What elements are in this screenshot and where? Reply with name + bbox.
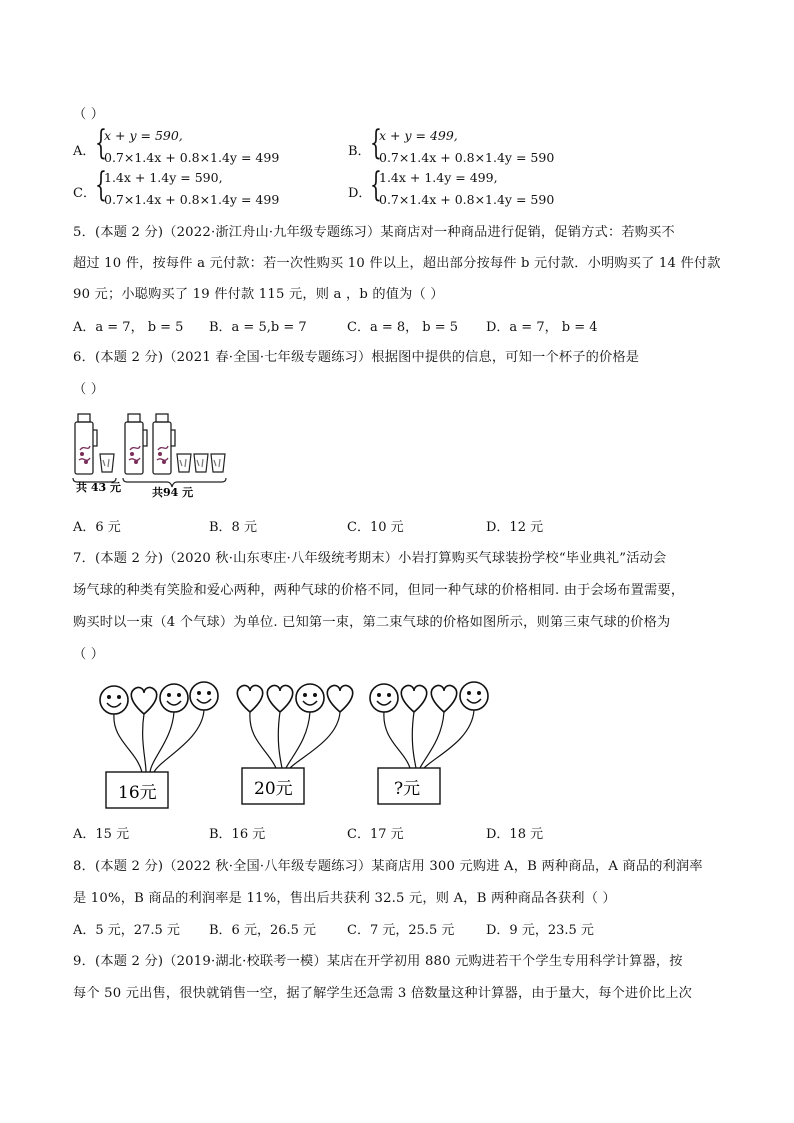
q8-option-a: A．5 元，27.5 元 — [73, 923, 180, 938]
q5-option-d: D．a = 7， b = 4 — [486, 320, 598, 335]
q7-option-b: B．16 元 — [209, 827, 266, 842]
q5-option-b: B．a = 5,b = 7 — [209, 320, 307, 335]
smile-balloon-icon — [100, 686, 128, 714]
q6-option-a: A．6 元 — [73, 520, 121, 535]
q6-option-d: D．12 元 — [486, 520, 544, 535]
smile-balloon-icon — [296, 684, 324, 712]
q9-line1: 9．(本题 2 分)（2019·湖北·校联考一模）某店在开学初用 880 元购进若干个学生专用科学计算器，按 — [73, 954, 683, 969]
heart-balloon-icon — [131, 687, 156, 714]
q7-line3: 购买时以一束（4 个气球）为单位. 已知第一束，第二束气球的价格如图所示，则第三束气球的价格为 — [73, 615, 671, 630]
q4-option-c-eq2: 0.7×1.4x + 0.8×1.4y = 499 — [104, 192, 280, 207]
q4-option-a-eq2: 0.7×1.4x + 0.8×1.4y = 499 — [104, 150, 280, 165]
cup-icon — [211, 454, 225, 472]
price-label-2: 20元 — [254, 779, 293, 799]
q8-line2: 是 10%，B 商品的利润率是 11%，售出后共获利 32.5 元，则 A，B 两种商品各获利（ ） — [73, 891, 616, 906]
q6-option-b: B．8 元 — [209, 520, 257, 535]
q6-label-1: 共 43 元 — [76, 481, 121, 494]
brace-icon: { — [370, 123, 382, 163]
q7-option-c: C．17 元 — [347, 827, 404, 842]
brace-icon: { — [95, 165, 107, 205]
q7-option-d: D．18 元 — [486, 827, 544, 842]
q6-option-c: C．10 元 — [347, 520, 404, 535]
q7-figure — [92, 680, 512, 816]
balloon-bundle-1 — [100, 682, 218, 808]
q6-line2: （ ） — [73, 382, 105, 397]
thermos-icon — [153, 414, 175, 474]
thermos-icon — [125, 414, 147, 474]
q4-option-a-label: A． — [73, 144, 96, 159]
q7-line1: 7．(本题 2 分)（2020 秋·山东枣庄·八年级统考期末）小岩打算购买气球装扮学校“毕业典礼”活动会 — [73, 551, 667, 566]
smile-balloon-icon — [190, 682, 218, 710]
q5-line3: 90 元；小聪购买了 19 件付款 115 元，则 a ，b 的值为（ ） — [73, 287, 444, 302]
q6-figure — [70, 412, 240, 498]
brace-icon: { — [370, 165, 382, 205]
q5-line1: 5．(本题 2 分)（2022·浙江舟山·九年级专题练习）某商店对一种商品进行促销，促销方式：若购买不 — [73, 225, 675, 240]
q4-paren: （ ） — [73, 107, 105, 122]
balloon-bundle-3 — [370, 682, 488, 804]
cup-icon — [177, 454, 191, 472]
q4-option-b-label: B． — [348, 144, 371, 159]
q4-option-c-eq1: 1.4x + 1.4y = 590, — [104, 170, 223, 185]
q5-line2: 超过 10 件，按每件 a 元付款：若一次性购买 10 件以上，超出部分按每件 b 元付款．小明购买了 14 件付款 — [73, 256, 721, 271]
heart-balloon-icon — [327, 685, 352, 712]
q8-option-d: D．9 元，23.5 元 — [486, 923, 594, 938]
heart-balloon-icon — [401, 685, 426, 712]
q8-option-c: C．7 元，25.5 元 — [347, 923, 455, 938]
heart-balloon-icon — [431, 685, 456, 712]
smile-balloon-icon — [160, 684, 188, 712]
cup-icon — [100, 454, 114, 472]
q4-option-d-label: D． — [348, 186, 372, 201]
q4-option-b-eq2: 0.7×1.4x + 0.8×1.4y = 590 — [379, 150, 555, 165]
q5-option-a: A．a = 7， b = 5 — [73, 320, 184, 335]
smile-balloon-icon — [370, 684, 398, 712]
q4-option-a-eq1: x + y = 590, — [104, 128, 183, 143]
q6-label-2: 共94 元 — [152, 486, 194, 498]
q4-option-d-eq1: 1.4x + 1.4y = 499, — [379, 170, 498, 185]
q4-option-b-eq1: x + y = 499, — [379, 128, 458, 143]
price-label-1: 16元 — [118, 783, 157, 803]
q8-option-b: B．6 元，26.5 元 — [209, 923, 317, 938]
q7-option-a: A．15 元 — [73, 827, 130, 842]
thermos-icon — [75, 414, 97, 474]
brace-icon: { — [95, 123, 107, 163]
heart-balloon-icon — [237, 685, 262, 712]
q5-option-c: C．a = 8， b = 5 — [347, 320, 459, 335]
price-label-3: ?元 — [394, 779, 421, 799]
q7-line2: 场气球的种类有笑脸和爱心两种，两种气球的价格不同，但同一种气球的价格相同. 由于会场布置需要， — [73, 583, 685, 598]
q7-line4: （ ） — [73, 647, 105, 662]
cup-icon — [194, 454, 208, 472]
q4-option-d-eq2: 0.7×1.4x + 0.8×1.4y = 590 — [379, 192, 555, 207]
smile-balloon-icon — [460, 682, 488, 710]
q8-line1: 8．(本题 2 分)（2022 秋·全国·八年级专题练习）某商店用 300 元购进 A，B 两种商品，A 商品的利润率 — [73, 859, 703, 874]
balloon-bundle-2 — [237, 684, 352, 804]
heart-balloon-icon — [267, 685, 292, 712]
q4-option-c-label: C． — [73, 186, 96, 201]
q9-line2: 每个 50 元出售，很快就销售一空，据了解学生还急需 3 倍数量这种计算器，由于量大，每个进价比上次 — [73, 986, 692, 1001]
q6-line1: 6．(本题 2 分)（2021 春·全国·七年级专题练习）根据图中提供的信息，可知一个杯子的价格是 — [73, 350, 640, 365]
